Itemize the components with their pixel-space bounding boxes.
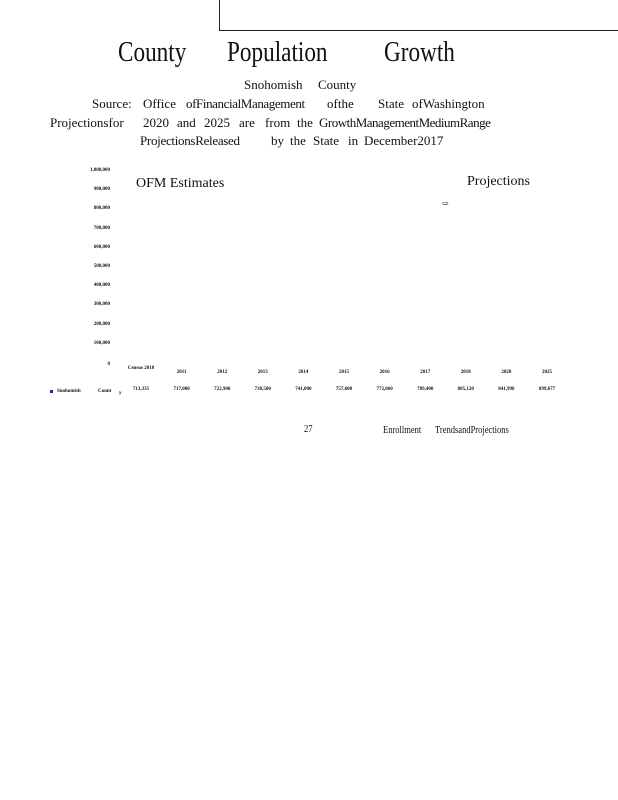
source-word: ofFinancialManagement [186, 96, 305, 111]
released-word: in [348, 133, 359, 148]
y-tick-label: 800,000 [93, 206, 110, 212]
projections-word: 2020 [143, 115, 169, 130]
projections-word: and [177, 115, 196, 130]
y-tick-label: 100,000 [93, 340, 110, 346]
y-tick-label: 0 [107, 362, 110, 367]
released-word: December2017 [364, 133, 444, 148]
projections-word: from [265, 115, 291, 130]
data-value-label: 899,677 [538, 387, 556, 392]
title-word: Growth [384, 36, 455, 68]
page-number: 27 [304, 424, 313, 435]
header-box [219, 0, 618, 31]
data-value-label: 741,000 [295, 387, 312, 392]
footer-text: Enrollment [383, 425, 422, 436]
x-category-label: 2018 [460, 370, 471, 375]
x-category-label: 2011 [176, 370, 187, 375]
subtitle-word: Snohomish [244, 77, 303, 92]
x-category-label: Census 2010 [127, 366, 155, 371]
projections-label: Projections [467, 174, 530, 189]
x-category-label: 2016 [379, 370, 390, 375]
subtitle-word: County [318, 77, 357, 92]
projections-word: are [239, 115, 255, 130]
y-tick-label: 300,000 [93, 302, 110, 308]
source-word: Office [143, 96, 176, 111]
y-tick-label: 700,000 [93, 225, 110, 231]
legend-label: Snohomish [57, 389, 81, 394]
x-category-label: 2025 [542, 370, 552, 375]
released-word: State [313, 133, 339, 148]
data-value-label: 717,000 [173, 387, 190, 392]
x-category-label: 2012 [217, 370, 228, 375]
legend-label: Count [98, 389, 112, 394]
released-word: by [271, 133, 284, 148]
legend-swatch [50, 390, 53, 393]
data-value-label: 789,400 [417, 387, 434, 392]
cursor-marker: ⇨ [442, 199, 449, 208]
y-tick-label: 1,000,000 [90, 168, 110, 173]
data-value-label: 713,335 [132, 387, 150, 392]
source-word: Source: [92, 96, 132, 111]
subtitle [0, 77, 618, 93]
x-category-label: 2014 [298, 370, 309, 375]
data-value-label: 722,900 [214, 387, 231, 392]
y-tick-label: 200,000 [93, 321, 110, 327]
footer-text: TrendsandProjections [435, 425, 509, 436]
projections-word: 2025 [204, 115, 230, 130]
data-value-label: 730,500 [254, 387, 271, 392]
source-word: State [378, 96, 404, 111]
projections-line [0, 115, 618, 131]
y-tick-label: 400,000 [93, 283, 110, 289]
released-word: the [290, 133, 306, 148]
projections-word: GrowthManagementMediumRange [319, 115, 491, 130]
projections-word: Projectionsfor [50, 115, 124, 130]
source-line [0, 96, 618, 112]
y-axis [60, 160, 110, 370]
data-value-label: 805,120 [457, 387, 474, 392]
x-category-label: 2013 [257, 370, 268, 375]
x-category-label: 2015 [339, 370, 349, 375]
projections-word: the [297, 115, 313, 130]
x-category-label: 2020 [501, 370, 512, 375]
data-value-label: 772,860 [376, 387, 393, 392]
data-value-label: 841,998 [498, 387, 515, 392]
source-word: ofWashington [412, 96, 485, 111]
y-tick-label: 900,000 [93, 187, 110, 193]
page-title [0, 36, 618, 76]
data-value-label: 757,600 [335, 387, 353, 392]
source-word: ofthe [327, 96, 354, 111]
x-category-label: 2017 [420, 370, 431, 375]
ofm-estimates-label: OFM Estimates [136, 176, 225, 191]
released-line [0, 133, 618, 149]
title-word: County [118, 36, 187, 68]
legend-label: y [119, 391, 122, 396]
y-tick-label: 500,000 [93, 264, 110, 269]
y-tick-label: 600,000 [93, 244, 110, 250]
title-word: Population [227, 36, 328, 68]
released-word: ProjectionsReleased [140, 133, 240, 148]
